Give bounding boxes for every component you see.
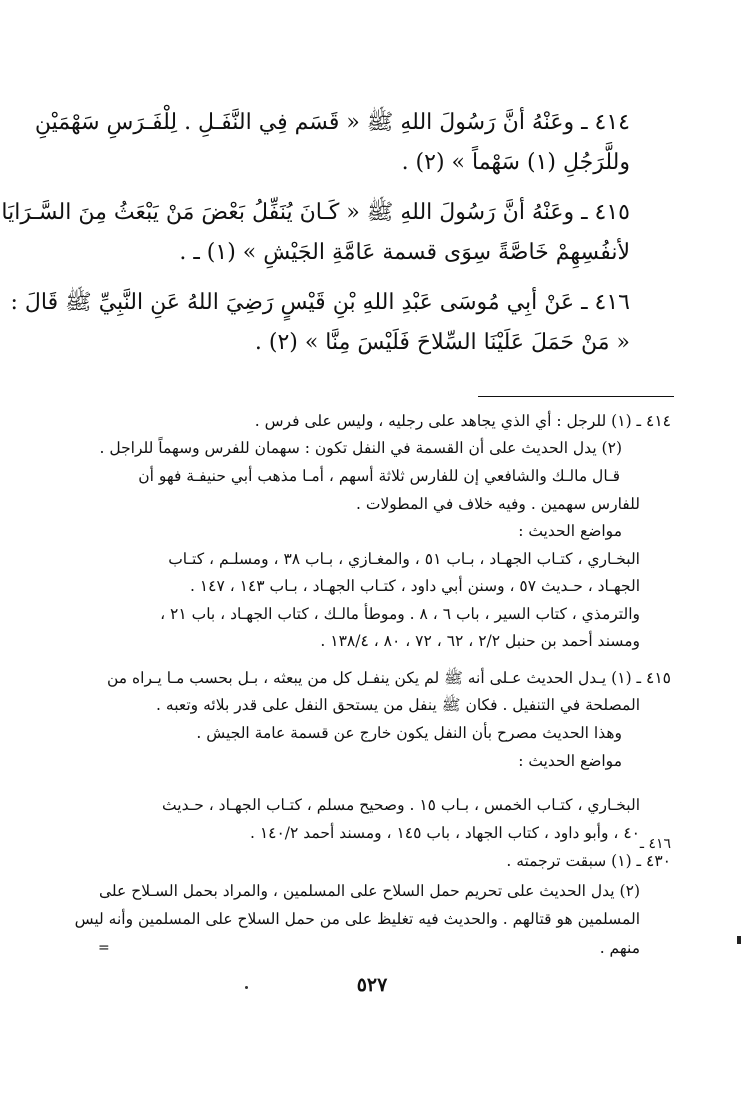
footnote-line: البخـاري ، كتـاب الجهـاد ، بـاب ٥١ ، والمغـازي ، بـاب ٣٨ ، ومسلـم ، كتـاب [168,550,640,568]
hadith-415-line-1: ٤١٥ ـ وعَنْهُ أنَّ رَسُولَ اللهِ ﷺ « كَـانَ يُنَفِّلُ بَعْضَ مَنْ يَبْعَثُ مِنَ السَّـرَايَا [1,200,630,225]
footnote-line: ٤٣٠ ـ (١) سبقت ترجمته . [506,852,671,870]
footnote-line: ٤١٥ ـ (١) يـدل الحديث عـلى أنه ﷺ لم يكن ينفـل كل من يبعثه ، بـل بحسب مـا يـراه من [107,669,671,687]
footnote-line: (٢) يدل الحديث على تحريم حمل السلاح على المسلمين ، والمراد بحمل السـلاح على [99,882,640,900]
footnote-heading: مواضع الحديث : [518,522,622,540]
footnote-line: ٤١٦ ـ [639,836,671,852]
footnote-heading: مواضع الحديث : [518,752,622,770]
footnote-line: والترمذي ، كتاب السير ، باب ٦ ، ٨ . وموطأ مالـك ، كتاب الجهـاد ، باب ٢١ ، [160,605,640,623]
hadith-416-line-1: ٤١٦ ـ عَنْ أبِي مُوسَى عَبْدِ اللهِ بْنِ قَيْسٍ رَضِيَ اللهُ عَنِ النَّبِيِّ ﷺ قَالَ : [10,290,630,315]
footnote-line: (٢) يدل الحديث على أن القسمة في النفل تكون : سهمان للفرس وسهماً للراجل . [99,439,622,457]
footnote-line: قـال مالـك والشافعي إن للفارس ثلاثة أسهم ، أمـا مذهب أبي حنيفـة فهو أن [138,467,620,485]
footnote-line: البخـاري ، كتـاب الخمس ، بـاب ١٥ . وصحيح مسلم ، كتـاب الجهـاد ، حـديث [162,796,640,814]
hadith-414-line-2: وللَّرَجُلِ (١) سَهْماً » (٢) . [401,150,630,175]
footnote-line: منهم . [599,939,640,957]
footnote-line: ومسند أحمد بن حنبل ٢/٢ ، ٦٢ ، ٧٢ ، ٨٠ ، ١٣٨/٤ . [320,632,640,650]
hadith-416-line-2: « مَنْ حَمَلَ عَلَيْنَا السِّلاحَ فَلَيْسَ مِنَّا » (٢) . [254,330,630,355]
scan-speck [737,936,741,944]
page-number: ٥٢٧ [356,974,388,996]
margin-mark: = [98,940,110,956]
footnote-line: المسلمين هو قتالهم . والحديث فيه تغليظ على من حمل السلاح على المسلمين وأنه ليس [74,910,640,928]
footnote-line: للفارس سهمين . وفيه خلاف في المطولات . [356,495,640,513]
footnote-line: ٤١٤ ـ (١) للرجل : أي الذي يجاهد على رجليه ، وليس على فرس . [254,412,671,430]
footnote-separator [478,396,674,397]
hadith-415-line-2: لأنفُسِهِمْ خَاصَّةً سِوَى قسمة عَامَّةِ الجَيْشِ » (١) ـ . [179,240,630,265]
footnote-line: ٤٠ ، وأبو داود ، كتاب الجهاد ، باب ١٤٥ ، ومسند أحمد ١٤٠/٢ . [249,824,640,842]
footnote-line: الجهـاد ، حـديث ٥٧ ، وسنن أبي داود ، كتـاب الجهـاد ، بـاب ١٤٣ ، ١٤٧ . [189,577,640,595]
hadith-414-line-1: ٤١٤ ـ وعَنْهُ أنَّ رَسُولَ اللهِ ﷺ « قَسَم فِي النَّفَـلِ . لِلْفَـرَسِ سَهْمَيْنِ [34,110,630,135]
footnote-line: وهذا الحديث مصرح بأن النفل يكون خارج عن قسمة عامة الجيش . [196,724,622,742]
footnote-line: المصلحة في التنفيل . فكان ﷺ ينفل من يستحق النفل على قدر بلائه وتعبه . [156,696,640,714]
